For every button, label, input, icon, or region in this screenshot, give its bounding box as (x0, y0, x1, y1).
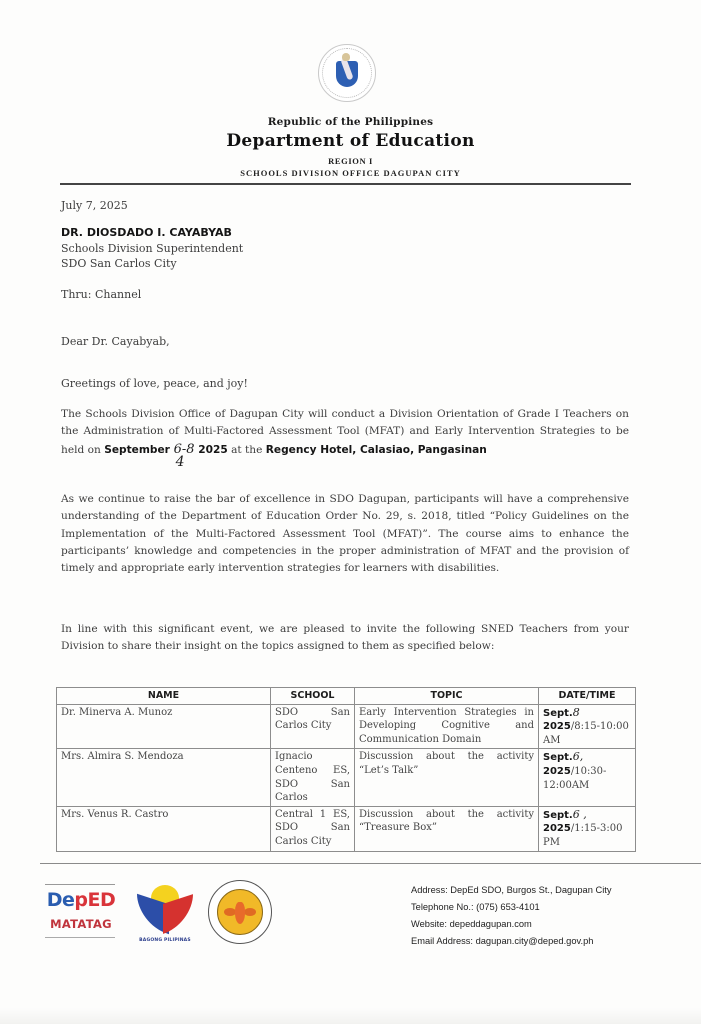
header-datetime: DATE/TIME (539, 688, 636, 705)
header-topic: TOPIC (355, 688, 539, 705)
logo-rule-bottom (45, 937, 115, 938)
date-month: Sept. (543, 809, 573, 821)
cell-school: Central 1 ES, SDO San Carlos City (271, 806, 355, 851)
cell-topic: Early Intervention Strategies in Developing Cognitive and Communication Domain (355, 704, 539, 749)
deped-matatag-logo-icon (43, 884, 119, 942)
deped-wordmark (43, 889, 119, 911)
sdo-seal-torch (235, 902, 245, 924)
logo-rule-top (45, 884, 115, 885)
time-range: /10:30-12:00AM (543, 765, 607, 791)
recipient-office: SDO San Carlos City (61, 257, 177, 270)
bp-caption: BAGONG PILIPINAS (139, 938, 191, 943)
date-month: Sept. (543, 752, 573, 764)
contact-website: Website: depeddagupan.com (411, 919, 532, 929)
contact-telephone: Telephone No.: (075) 653-4101 (411, 902, 540, 912)
handwritten-day: 6 , (572, 807, 587, 821)
handwritten-date-top: 6-8 (173, 441, 195, 457)
letterhead-office: SCHOOLS DIVISION OFFICE DAGUPAN CITY (240, 168, 461, 178)
header-school: SCHOOL (271, 688, 355, 705)
salutation: Dear Dr. Cayabyab, (61, 335, 170, 348)
deped-seal-icon (318, 44, 376, 102)
paragraph-purpose: As we continue to raise the bar of excellence in SDO Dagupan, participants will have a comprehensive understanding of the Department of Education Order No. 29, s. 2018, titled “Policy Guidelines on the Implementation of the Multi-Factored Assessment Tool (MFAT)”. The course aims to enhance the participants’ knowledge and competencies in the proper administration of MFAT and the provision of timely and appropriate early intervention strategies for learners with disabilities. (61, 493, 629, 575)
cell-topic: Discussion about the activity “Let’s Talk” (355, 749, 539, 806)
contact-block (411, 882, 612, 950)
cell-name: Mrs. Venus R. Castro (57, 806, 271, 851)
matatag-wordmark: MATATAG (50, 917, 112, 931)
paragraph-event (61, 406, 629, 470)
handwritten-date (173, 441, 195, 470)
event-venue: Regency Hotel, Calasiao, Pangasinan (265, 443, 487, 456)
seal-flame (342, 53, 350, 61)
handwritten-day: 6, (572, 750, 584, 764)
event-date-year: 2025 (194, 443, 228, 456)
letterhead-divider (60, 183, 631, 185)
deped-word-c: ED (87, 889, 116, 911)
table-row (57, 704, 636, 749)
handwritten-date-below: 4 (175, 453, 185, 470)
cell-datetime (539, 806, 636, 851)
sdo-dagupan-seal-icon (208, 880, 272, 944)
sdo-seal-inner (217, 889, 263, 935)
header-name: NAME (57, 688, 271, 705)
event-date-month: September (104, 443, 174, 456)
footer-divider (40, 863, 701, 864)
cell-datetime (539, 749, 636, 806)
date-year: 2025 (543, 823, 571, 835)
recipient-title: Schools Division Superintendent (61, 242, 244, 255)
letterhead-region: REGION I (328, 156, 373, 166)
contact-address: Address: DepEd SDO, Burgos St., Dagupan City (411, 885, 612, 895)
letter-date: July 7, 2025 (61, 199, 128, 212)
table-row (57, 806, 636, 851)
cell-school: Ignacio Centeno ES, SDO San Carlos (271, 749, 355, 806)
handwritten-day: 8 (572, 705, 580, 719)
deped-word-b: p (74, 889, 88, 911)
letterhead-department: Department of Education (226, 131, 475, 151)
deped-word-a: De (46, 889, 75, 911)
date-year: 2025 (543, 721, 571, 733)
time-range: /1:15-3:00 PM (543, 823, 623, 848)
date-month: Sept. (543, 707, 573, 719)
schedule-table (56, 687, 636, 852)
cell-topic: Discussion about the activity “Treasure Box” (355, 806, 539, 851)
letterhead-republic: Republic of the Philippines (267, 116, 434, 128)
p1-text-b: at the (227, 443, 266, 456)
recipient-name: DR. DIOSDADO I. CAYABYAB (61, 226, 232, 239)
cell-name: Mrs. Almira S. Mendoza (57, 749, 271, 806)
cell-name: Dr. Minerva A. Munoz (57, 704, 271, 749)
p1-text-a: The Schools Division Office of Dagupan City will conduct a Division Orientation of Grade I Teachers on the Administration of Multi-Factored Assessment Tool (MFAT) and Early Intervention Strategies to be held on (61, 408, 629, 456)
cell-school: SDO San Carlos City (271, 704, 355, 749)
table-header-row (57, 688, 636, 705)
sdo-seal-leaf-right (244, 908, 256, 916)
time-range: /8:15-10:00 AM (543, 721, 629, 746)
paragraph-invitation: In line with this significant event, we are pleased to invite the following SNED Teachers from your Division to share their insight on the topics assigned to them as specified below: (61, 623, 629, 653)
bagong-pilipinas-logo-icon (133, 881, 197, 945)
contact-email: Email Address: dagupan.city@deped.gov.ph (411, 936, 594, 946)
date-year: 2025 (543, 765, 571, 777)
cell-datetime (539, 704, 636, 749)
greeting: Greetings of love, peace, and joy! (61, 377, 248, 390)
table-row (57, 749, 636, 806)
thru-line: Thru: Channel (61, 288, 142, 301)
scan-edge (0, 1008, 701, 1024)
